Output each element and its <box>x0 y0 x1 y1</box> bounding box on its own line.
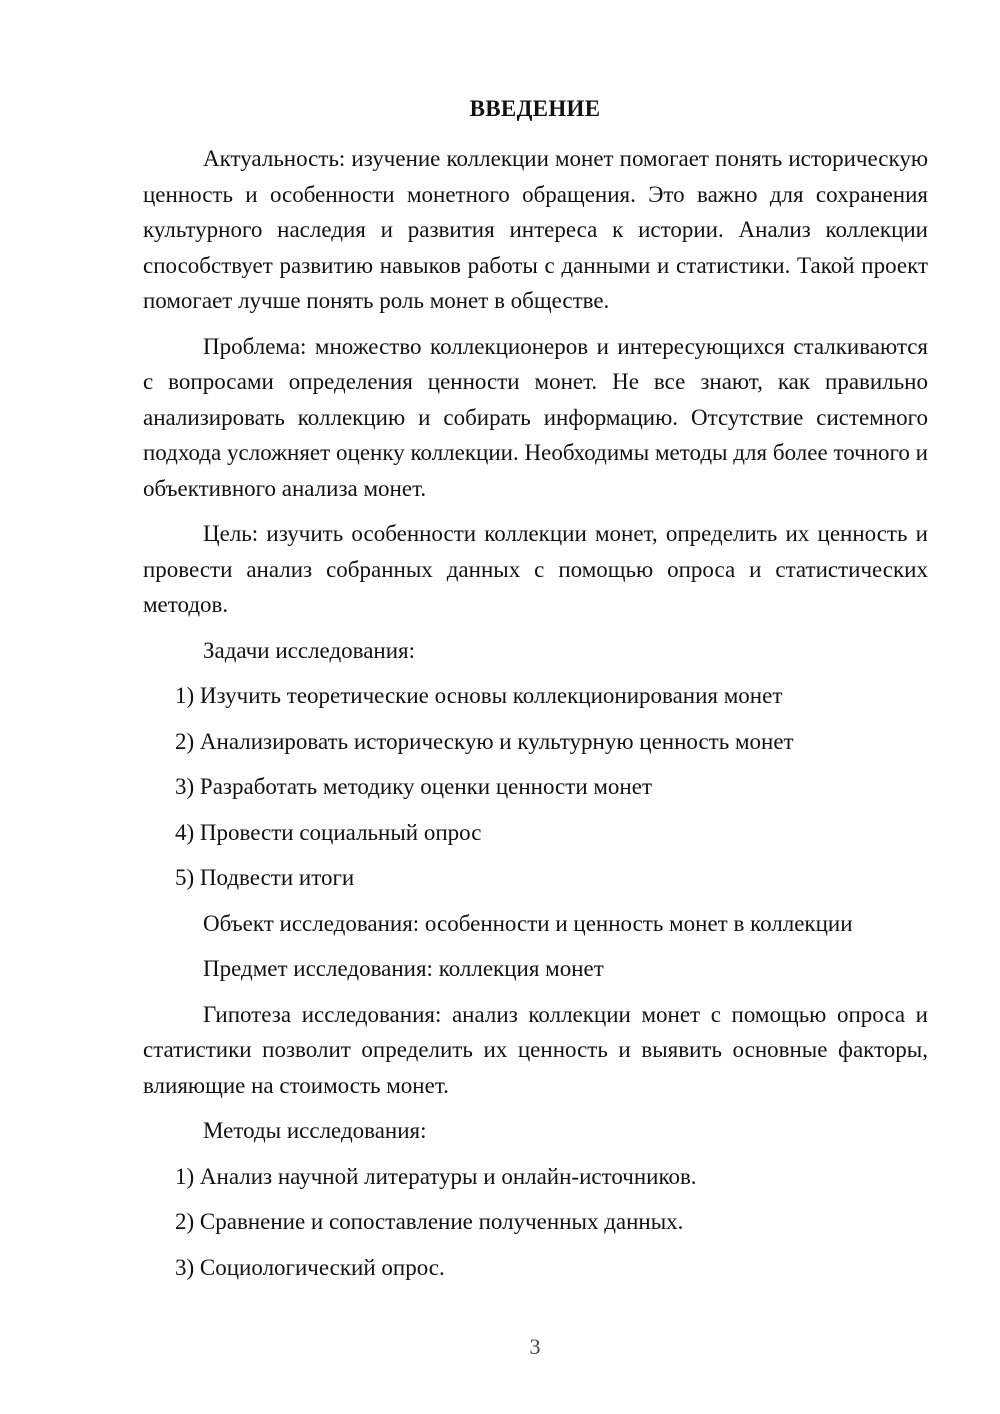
document-body <box>143 141 928 1295</box>
task-item: 4) Провести социальный опрос <box>175 819 482 845</box>
method-item: 1) Анализ научной литературы и онлайн-источников. <box>175 1163 697 1189</box>
section-title: ВВЕДЕНИЕ <box>469 96 601 121</box>
methods-heading: Методы исследования: <box>203 1118 427 1143</box>
goal-paragraph: Цель: изучить особенности коллекции монет, определить их ценность и провести анализ собранных данных с помощью опроса и статистических методов. <box>143 521 928 617</box>
hypothesis-paragraph: Гипотеза исследования: анализ коллекции монет с помощью опроса и статистики позволит определить их ценность и выявить основные факторы, влияющие на стоимость монет. <box>143 1001 928 1098</box>
method-item: 3) Социологический опрос. <box>175 1254 445 1280</box>
task-item: 3) Разработать методику оценки ценности монет <box>175 774 653 799</box>
object-line: Объект исследования: особенности и ценность монет в коллекции <box>203 910 853 936</box>
tasks-list <box>143 678 928 896</box>
task-item: 2) Анализировать историческую и культурную ценность монет <box>175 728 794 754</box>
task-item: 5) Подвести итоги <box>175 865 355 890</box>
problem-paragraph: Проблема: множество коллекционеров и интересующихся сталкиваются с вопросами определения ценности монет. Не все знают, как правильно анализировать коллекцию и собирать информацию. Отсутствие системного подхода усложняет оценку коллекции. Необходимы методы для более точного и объективного анализа монет. <box>143 333 928 501</box>
subject-line: Предмет исследования: коллекция монет <box>203 956 604 981</box>
task-item: 1) Изучить теоретические основы коллекционирования монет <box>175 683 783 708</box>
method-item: 2) Сравнение и сопоставление полученных данных. <box>175 1209 684 1234</box>
methods-list <box>143 1159 928 1286</box>
tasks-heading: Задачи исследования: <box>203 637 416 663</box>
relevance-paragraph: Актуальность: изучение коллекции монет помогает понять историческую ценность и особенности монетного обращения. Это важно для сохранения культурного наследия и развития интереса к истории. Анализ коллекции способствует развитию навыков работы с данными и статистики. Такой проект помогает лучше понять роль монет в обществе. <box>143 146 928 313</box>
page-number: 3 <box>529 1334 541 1359</box>
